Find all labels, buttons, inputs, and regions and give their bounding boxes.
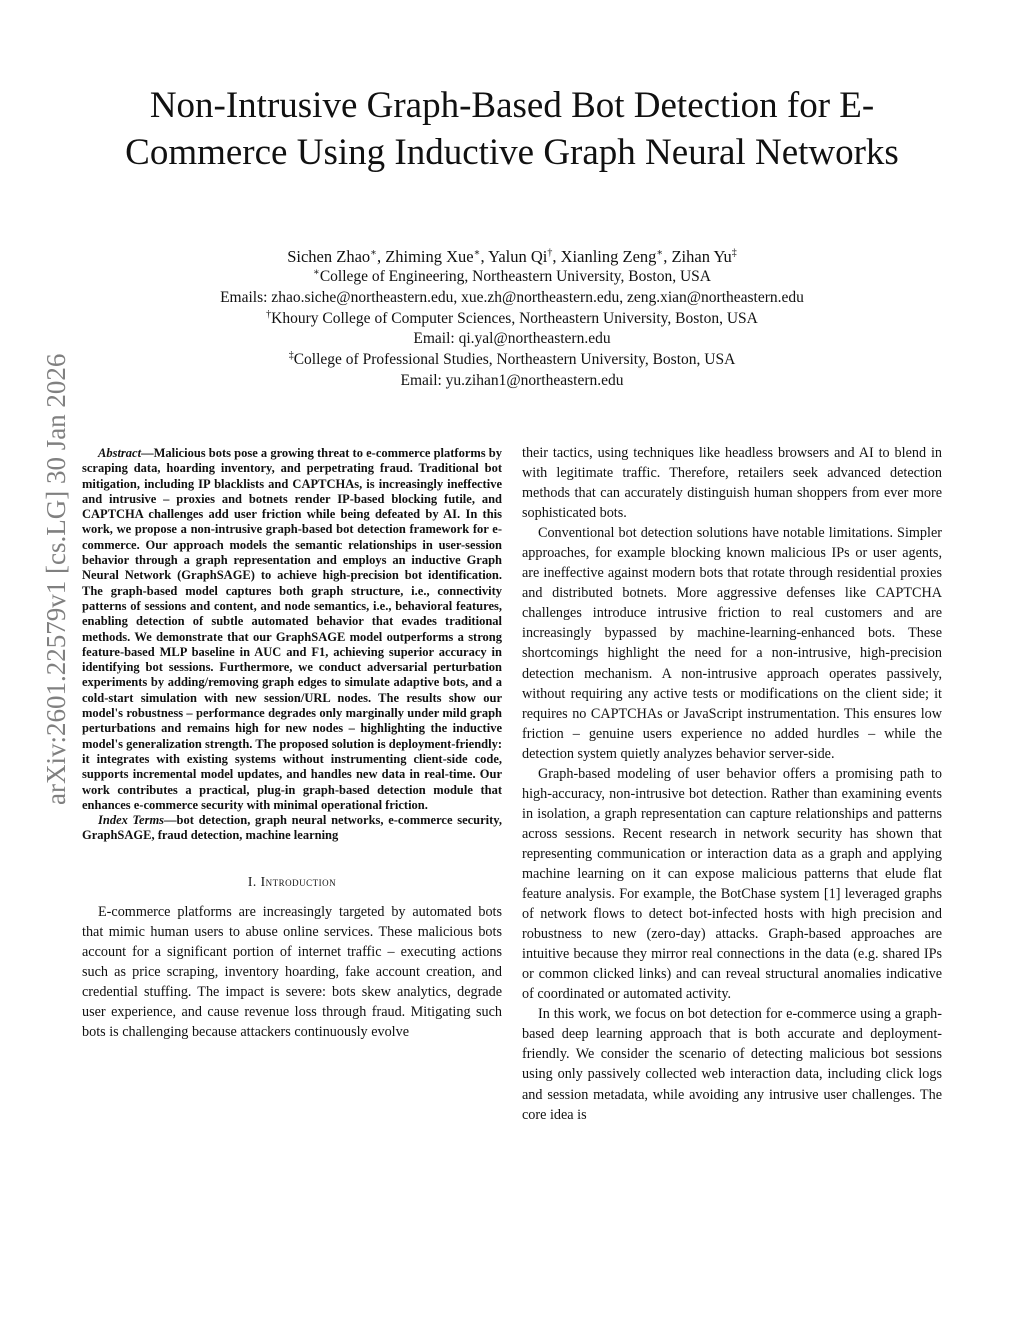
author-mark: ∗ xyxy=(656,247,664,259)
body-paragraph: their tactics, using techniques like headless browsers and AI to blend in with legitimate traffic. Therefore, retailers seek advanced detection methods that can accurately distinguish human shoppers from ever more sophisticated bots. xyxy=(522,445,942,522)
index-terms xyxy=(82,813,502,844)
abstract-label: Abstract xyxy=(98,446,142,460)
index-terms-body: —bot detection, graph neural networks, e-commerce security, GraphSAGE, fraud detection, machine learning xyxy=(82,813,502,843)
separator: , xyxy=(552,247,561,266)
abstract-body: —Malicious bots pose a growing threat to e-commerce platforms by scraping data, hoarding inventory, and perpetrating fraud. Traditional bot mitigation, including IP blacklists and CAPTCHAs, is increasingly ineffective and intrusive – proxies and botnets render IP-based blocking futile, and CAPTCHA challenges add user friction while being defeated by AI. In this work, we propose a non-intrusive graph-based bot detection framework for e-commerce. Our approach models the semantic relationships in user-session behavior through a graph representation and employs an inductive Graph Neural Network (GraphSAGE) to achieve high-precision bot identification. The graph-based model captures both graph structure, i.e., connectivity patterns of sessions and content, and node semantics, i.e., behavioral features, enabling detection of subtle automated behavior that evades traditional methods. We demonstrate that our GraphSAGE model outperforms a strong feature-based MLP baseline in AUC and F1, achieving superior accuracy in identifying bot sessions. Furthermore, we conduct adversarial perturbation experiments by adding/removing graph edges to simulate adaptive bots, and a cold-start simulation with new session/URL nodes. The results show our model's robustness – performance degrades only marginally under mild graph perturbations and remains high for new nodes – highlighting the inductive model's generalization strength. The proposed solution is deployment-friendly: it integrates with existing systems without instrumenting client-side code, supports incremental model updates, and handles new data in real-time. Our work contributes a practical, plug-in graph-based detection module that enhances e-commerce security with minimal operational friction. xyxy=(82,446,502,812)
arxiv-identifier: arXiv:2601.22579v1 [cs.LG] 30 Jan 2026 xyxy=(41,353,71,805)
author-mark: ∗ xyxy=(473,247,481,259)
section-heading-introduction: I. Introduction xyxy=(247,873,337,889)
body-paragraph: Conventional bot detection solutions have notable limitations. Simpler approaches, for example blocking known malicious IPs or user agents, are ineffective against modern bots that rotate through residential proxies and distributed botnets. More aggressive defenses like CAPTCHA challenges introduce intrusive friction to real customers and are increasingly bypassed by machine-learning-enhanced bots. These shortcomings highlight the need for a non-intrusive, high-precision detection mechanism. A non-intrusive approach operates passively, without requiring any active tests or modifications on the client side; it requires no CAPTCHAs or JavaScript instrumentation. This ensures low friction – genuine users experience no added hurdles – while the detection system quietly analyzes behavior server-side. xyxy=(522,525,942,762)
author-mark: ∗ xyxy=(370,247,377,259)
affiliation-text: Khoury College of Computer Sciences, Northeastern University, Boston, USA xyxy=(271,309,758,327)
affiliation-mark: ∗ xyxy=(313,266,320,278)
intro-paragraph: E-commerce platforms are increasingly targeted by automated bots that mimic human users to abuse online services. These malicious bots account for a significant portion of internet traffic – executing actions such as price scraping, inventory hoarding, fake account creation, and credential stuffing. The impact is severe: bots skew analytics, degrade user experience, and cause revenue loss through fraud. Mitigating such bots is challenging because attackers continuously evolve xyxy=(82,903,502,1041)
affiliation-3 xyxy=(110,350,914,371)
author-name: Xianling Zeng xyxy=(560,247,657,266)
paper-title: Non-Intrusive Graph-Based Bot Detection for E-Commerce Using Inductive Graph Neural Networks xyxy=(125,85,899,173)
left-column xyxy=(82,446,502,1042)
author-name: Zihan Yu xyxy=(671,247,732,266)
author-block xyxy=(110,245,914,392)
author-name: Yalun Qi xyxy=(488,247,548,266)
body-paragraph: Graph-based modeling of user behavior offers a promising path to high-accuracy, non-intrusive bot detection. Rather than examining events in isolation, a graph representation can capture relationships and patterns across sessions. Recent research in network security has shown that representing communication or interaction data as a graph and applying machine learning on it can expose malicious patterns that elude flat feature analysis. For example, the BotChase system [1] leveraged graphs of network flows to detect bot-infected hosts with high precision and robustness to new (zero-day) attacks. Graph-based approaches are intuitive because they mirror real connections in the data (e.g. shared IPs or common clicked links) and can reveal structural anomalies indicative of coordinated or automated activity. xyxy=(522,765,942,1003)
affiliation-mark: † xyxy=(266,308,272,320)
affiliation-text: College of Engineering, Northeastern University, Boston, USA xyxy=(319,268,711,285)
right-column xyxy=(522,443,942,1125)
separator: , xyxy=(480,247,489,266)
separator: , xyxy=(376,247,386,266)
affiliation-text: College of Professional Studies, Northeastern University, Boston, USA xyxy=(293,351,736,369)
email-3: Email: yu.zihan1@northeastern.edu xyxy=(400,371,624,389)
affiliation-1 xyxy=(110,267,914,288)
author-mark: ‡ xyxy=(731,247,737,259)
body-paragraph: In this work, we focus on bot detection for e-commerce using a graph-based deep learning approach that is both accurate and deployment-friendly. We consider the scenario of detecting malicious bot sessions using only passively collected web interaction data, including click logs and session metadata, while avoiding any intrusive user challenges. The core idea is xyxy=(522,1006,942,1123)
author-names xyxy=(110,245,914,269)
email-2: Email: qi.yal@northeastern.edu xyxy=(413,330,611,348)
affiliation-mark: ‡ xyxy=(288,350,294,362)
index-terms-label: Index Terms xyxy=(98,813,165,828)
separator: , xyxy=(663,247,672,266)
author-name: Sichen Zhao xyxy=(287,247,371,266)
abstract xyxy=(82,446,502,813)
affiliation-2 xyxy=(110,309,914,330)
author-mark: † xyxy=(547,247,553,259)
emails-1: Emails: zhao.siche@northeastern.edu, xue.zh@northeastern.edu, zeng.xian@northeastern.edu xyxy=(220,288,804,306)
author-name: Zhiming Xue xyxy=(385,247,474,266)
